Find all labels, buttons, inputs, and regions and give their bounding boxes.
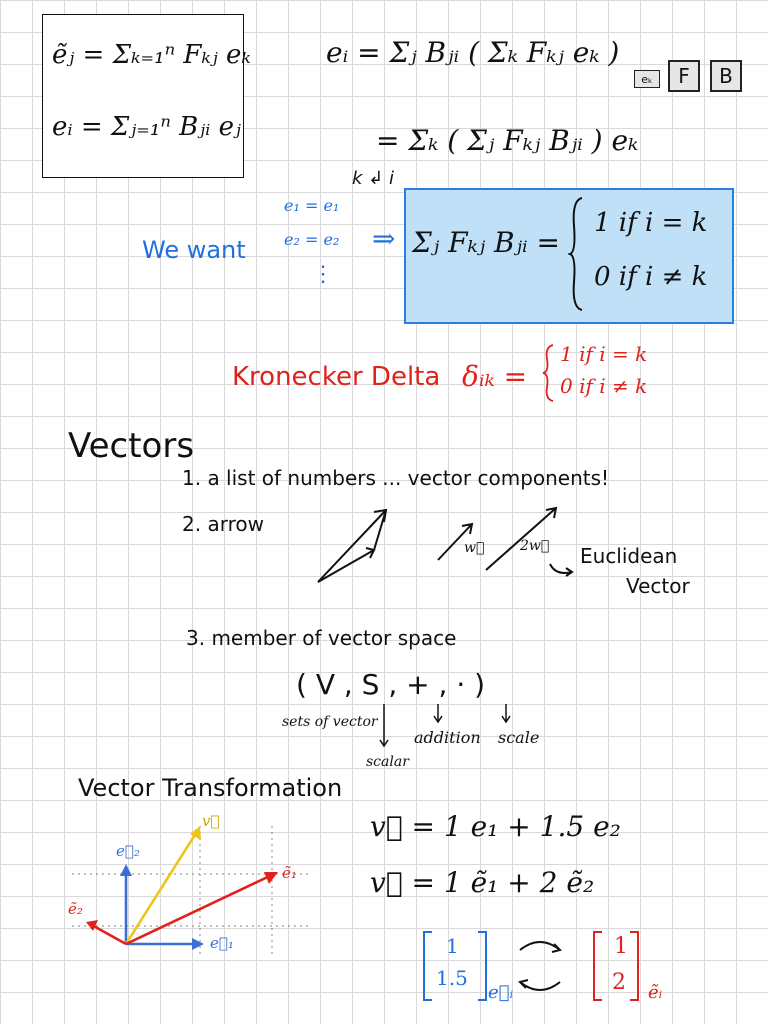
vectors-item-2: 2. arrow	[182, 512, 264, 536]
vectors-heading: Vectors	[68, 426, 195, 466]
sets-of-vector-label: sets of vector	[282, 714, 378, 730]
we-want-label: We want	[142, 236, 246, 264]
new-basis-subscript: ẽᵢ	[648, 982, 663, 1003]
diagram-v-label: v⃗	[202, 812, 220, 830]
old-basis-component-1: 1	[446, 934, 459, 958]
condition-case-1: 1 if i = k	[594, 208, 708, 238]
kronecker-label: Kronecker Delta	[232, 362, 441, 392]
diagram-e2-tilde-label: ẽ₂	[68, 900, 83, 918]
diagram-e1-tilde-label: ẽ₁	[282, 864, 297, 882]
condition-e1: e₁ = e₁	[284, 196, 340, 215]
derivation-line-1: eᵢ = Σⱼ Bⱼᵢ ( Σₖ Fₖⱼ eₖ )	[326, 36, 620, 69]
swap-index-note: k ↲ i	[352, 168, 394, 189]
scalar-label: scalar	[366, 754, 409, 770]
f-button[interactable]: F	[668, 60, 700, 92]
box-formula-ej: ẽⱼ = Σₖ₌₁ⁿ Fₖⱼ eₖ	[52, 40, 251, 70]
transformation-heading: Vector Transformation	[78, 774, 343, 802]
old-basis-subscript: e⃗ᵢ	[488, 982, 514, 1003]
vertical-ellipsis: ⋮	[312, 262, 334, 287]
b-button[interactable]: B	[710, 60, 742, 92]
box-formula-ei: eᵢ = Σⱼ₌₁ⁿ Bⱼᵢ eⱼ	[52, 112, 241, 142]
old-basis-component-2: 1.5	[436, 966, 468, 990]
v-in-old-basis: v⃗ = 1 e₁ + 1.5 e₂	[370, 810, 621, 843]
kronecker-case-1: 1 if i = k	[560, 342, 648, 366]
basis-diagram	[64, 806, 314, 970]
condition-case-2: 0 if i ≠ k	[594, 262, 708, 292]
vector-label: Vector	[626, 574, 690, 598]
implies-arrow: ⇒	[372, 222, 396, 255]
definition-box	[42, 14, 244, 178]
derivation-line-2: = Σₖ ( Σⱼ Fₖⱼ Bⱼᵢ ) eₖ	[376, 124, 639, 157]
v-in-new-basis: v⃗ = 1 ẽ₁ + 2 ẽ₂	[370, 866, 595, 899]
new-basis-component-2: 2	[612, 970, 626, 995]
euclidean-label: Euclidean	[580, 544, 678, 568]
condition-sum: Σⱼ Fₖⱼ Bⱼᵢ =	[412, 226, 560, 259]
diagram-gridlines	[72, 826, 312, 956]
vector-space-tuple: ( V , S , + , · )	[296, 668, 486, 701]
condition-brace	[568, 196, 586, 312]
two-w-label: 2w⃗	[520, 538, 550, 554]
ek-button[interactable]: eₖ	[634, 70, 660, 88]
kronecker-case-2: 0 if i ≠ k	[560, 374, 648, 398]
condition-e2: e₂ = e₂	[284, 230, 340, 249]
first-arrow	[318, 550, 374, 582]
addition-label: addition	[414, 728, 481, 747]
diagram-e2-label: e⃗₂	[116, 842, 140, 860]
vectors-item-1: 1. a list of numbers ... vector components!	[182, 466, 610, 490]
scale-label: scale	[498, 728, 540, 747]
vectors-item-3: 3. member of vector space	[186, 626, 457, 650]
diagram-e1-label: e⃗₁	[210, 934, 234, 952]
kronecker-brace	[542, 344, 556, 402]
w-label: w⃗	[464, 540, 485, 556]
e2-tilde-arrow	[90, 924, 126, 944]
kronecker-symbol: δᵢₖ =	[462, 360, 528, 393]
new-basis-component-1: 1	[614, 934, 628, 959]
